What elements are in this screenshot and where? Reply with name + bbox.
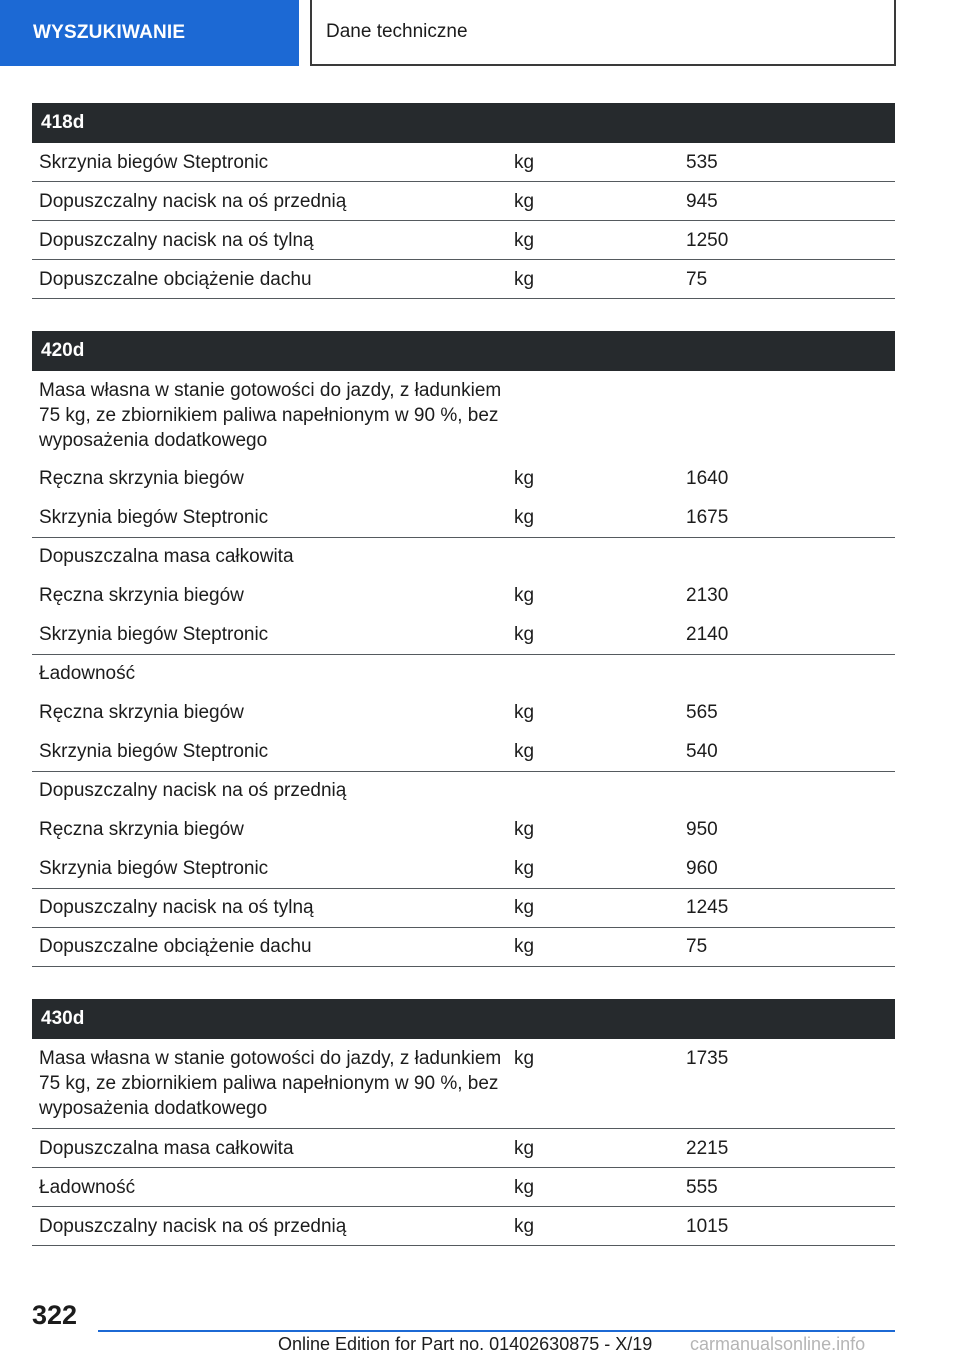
row-label: Skrzynia biegów Steptronic (39, 507, 269, 528)
row-unit: kg (514, 152, 535, 173)
table-row (32, 1207, 895, 1246)
row-unit: kg (514, 897, 535, 918)
table-row (32, 655, 895, 694)
row-label: Masa własna w stanie gotowości do jazdy, z ładunkiem 75 kg, ze zbiornikiem paliwa napełnionym w 90 %, bez wyposażenia dodatkowego (39, 380, 502, 451)
model-header: 418d (32, 103, 895, 143)
row-label: Dopuszczalna masa całkowita (39, 546, 294, 567)
row-unit: kg (514, 624, 535, 645)
table-row (32, 1039, 895, 1129)
row-label: Skrzynia biegów Steptronic (39, 624, 269, 645)
table-row (32, 221, 895, 260)
row-value: 1640 (686, 468, 729, 489)
table-row (32, 694, 895, 733)
model-header: 420d (32, 331, 895, 371)
row-label: Dopuszczalny nacisk na oś tylną (39, 897, 314, 918)
table-row (32, 260, 895, 299)
row-unit: kg (514, 585, 535, 606)
watermark: carmanualsonline.info (690, 1334, 866, 1354)
table-row (32, 538, 895, 577)
row-label: Dopuszczalny nacisk na oś przednią (39, 1216, 347, 1237)
table-row (32, 460, 895, 499)
row-unit: kg (514, 269, 535, 290)
row-unit: kg (514, 858, 535, 879)
row-value: 2130 (686, 585, 729, 606)
row-value: 2140 (686, 624, 729, 645)
row-value: 1735 (686, 1048, 729, 1069)
row-label: Dopuszczalny nacisk na oś tylną (39, 230, 314, 251)
row-label: Skrzynia biegów Steptronic (39, 741, 269, 762)
row-value: 540 (686, 741, 718, 762)
search-button[interactable]: WYSZUKIWANIE (0, 0, 299, 66)
row-label: Dopuszczalny nacisk na oś przednią (39, 191, 347, 212)
table-row (32, 499, 895, 538)
row-label: Dopuszczalne obciążenie dachu (39, 269, 312, 290)
table-row (32, 577, 895, 616)
table-row (32, 1129, 895, 1168)
row-unit: kg (514, 936, 535, 957)
table-row (32, 371, 895, 460)
row-value: 2215 (686, 1138, 729, 1159)
row-label: Ręczna skrzynia biegów (39, 585, 244, 606)
row-label: Ręczna skrzynia biegów (39, 702, 244, 723)
row-label: Skrzynia biegów Steptronic (39, 858, 269, 879)
row-label: Masa własna w stanie gotowości do jazdy, z ładunkiem 75 kg, ze zbiornikiem paliwa napełnionym w 90 %, bez wyposażenia dodatkowego (39, 1048, 502, 1119)
row-unit: kg (514, 230, 535, 251)
row-label: Ręczna skrzynia biegów (39, 819, 244, 840)
table-row (32, 889, 895, 928)
row-value: 1675 (686, 507, 729, 528)
table-row (32, 143, 895, 182)
row-unit: kg (514, 741, 535, 762)
page-number: 322 (32, 1300, 78, 1330)
section-title: Dane techniczne (310, 0, 896, 66)
table-row (32, 1168, 895, 1207)
row-unit: kg (514, 1048, 535, 1069)
row-value: 565 (686, 702, 718, 723)
row-value: 555 (686, 1177, 718, 1198)
row-value: 960 (686, 858, 718, 879)
spec-table-430d (32, 999, 895, 1246)
row-value: 535 (686, 152, 718, 173)
table-row (32, 772, 895, 811)
table-row (32, 733, 895, 772)
row-value: 1245 (686, 897, 729, 918)
row-label: Ładowność (39, 1177, 136, 1198)
table-row (32, 811, 895, 850)
spec-table-420d (32, 331, 895, 967)
row-value: 1250 (686, 230, 729, 251)
row-label: Skrzynia biegów Steptronic (39, 152, 269, 173)
row-unit: kg (514, 191, 535, 212)
row-value: 945 (686, 191, 718, 212)
table-row (32, 850, 895, 889)
row-unit: kg (514, 468, 535, 489)
row-label: Dopuszczalna masa całkowita (39, 1138, 294, 1159)
row-value: 950 (686, 819, 718, 840)
row-label: Dopuszczalny nacisk na oś przednią (39, 780, 347, 801)
table-row (32, 182, 895, 221)
row-unit: kg (514, 819, 535, 840)
model-header: 430d (32, 999, 895, 1039)
row-unit: kg (514, 702, 535, 723)
row-unit: kg (514, 507, 535, 528)
table-row (32, 616, 895, 655)
row-unit: kg (514, 1216, 535, 1237)
edition-footer: Online Edition for Part no. 01402630875 - X/19 (278, 1334, 653, 1354)
row-label: Ręczna skrzynia biegów (39, 468, 244, 489)
row-unit: kg (514, 1177, 535, 1198)
row-value: 75 (686, 269, 708, 290)
row-unit: kg (514, 1138, 535, 1159)
row-value: 75 (686, 936, 708, 957)
row-label: Dopuszczalne obciążenie dachu (39, 936, 312, 957)
spec-table-418d (32, 103, 895, 299)
row-label: Ładowność (39, 663, 136, 684)
row-value: 1015 (686, 1216, 729, 1237)
table-row (32, 928, 895, 967)
footer-divider (98, 1330, 895, 1332)
